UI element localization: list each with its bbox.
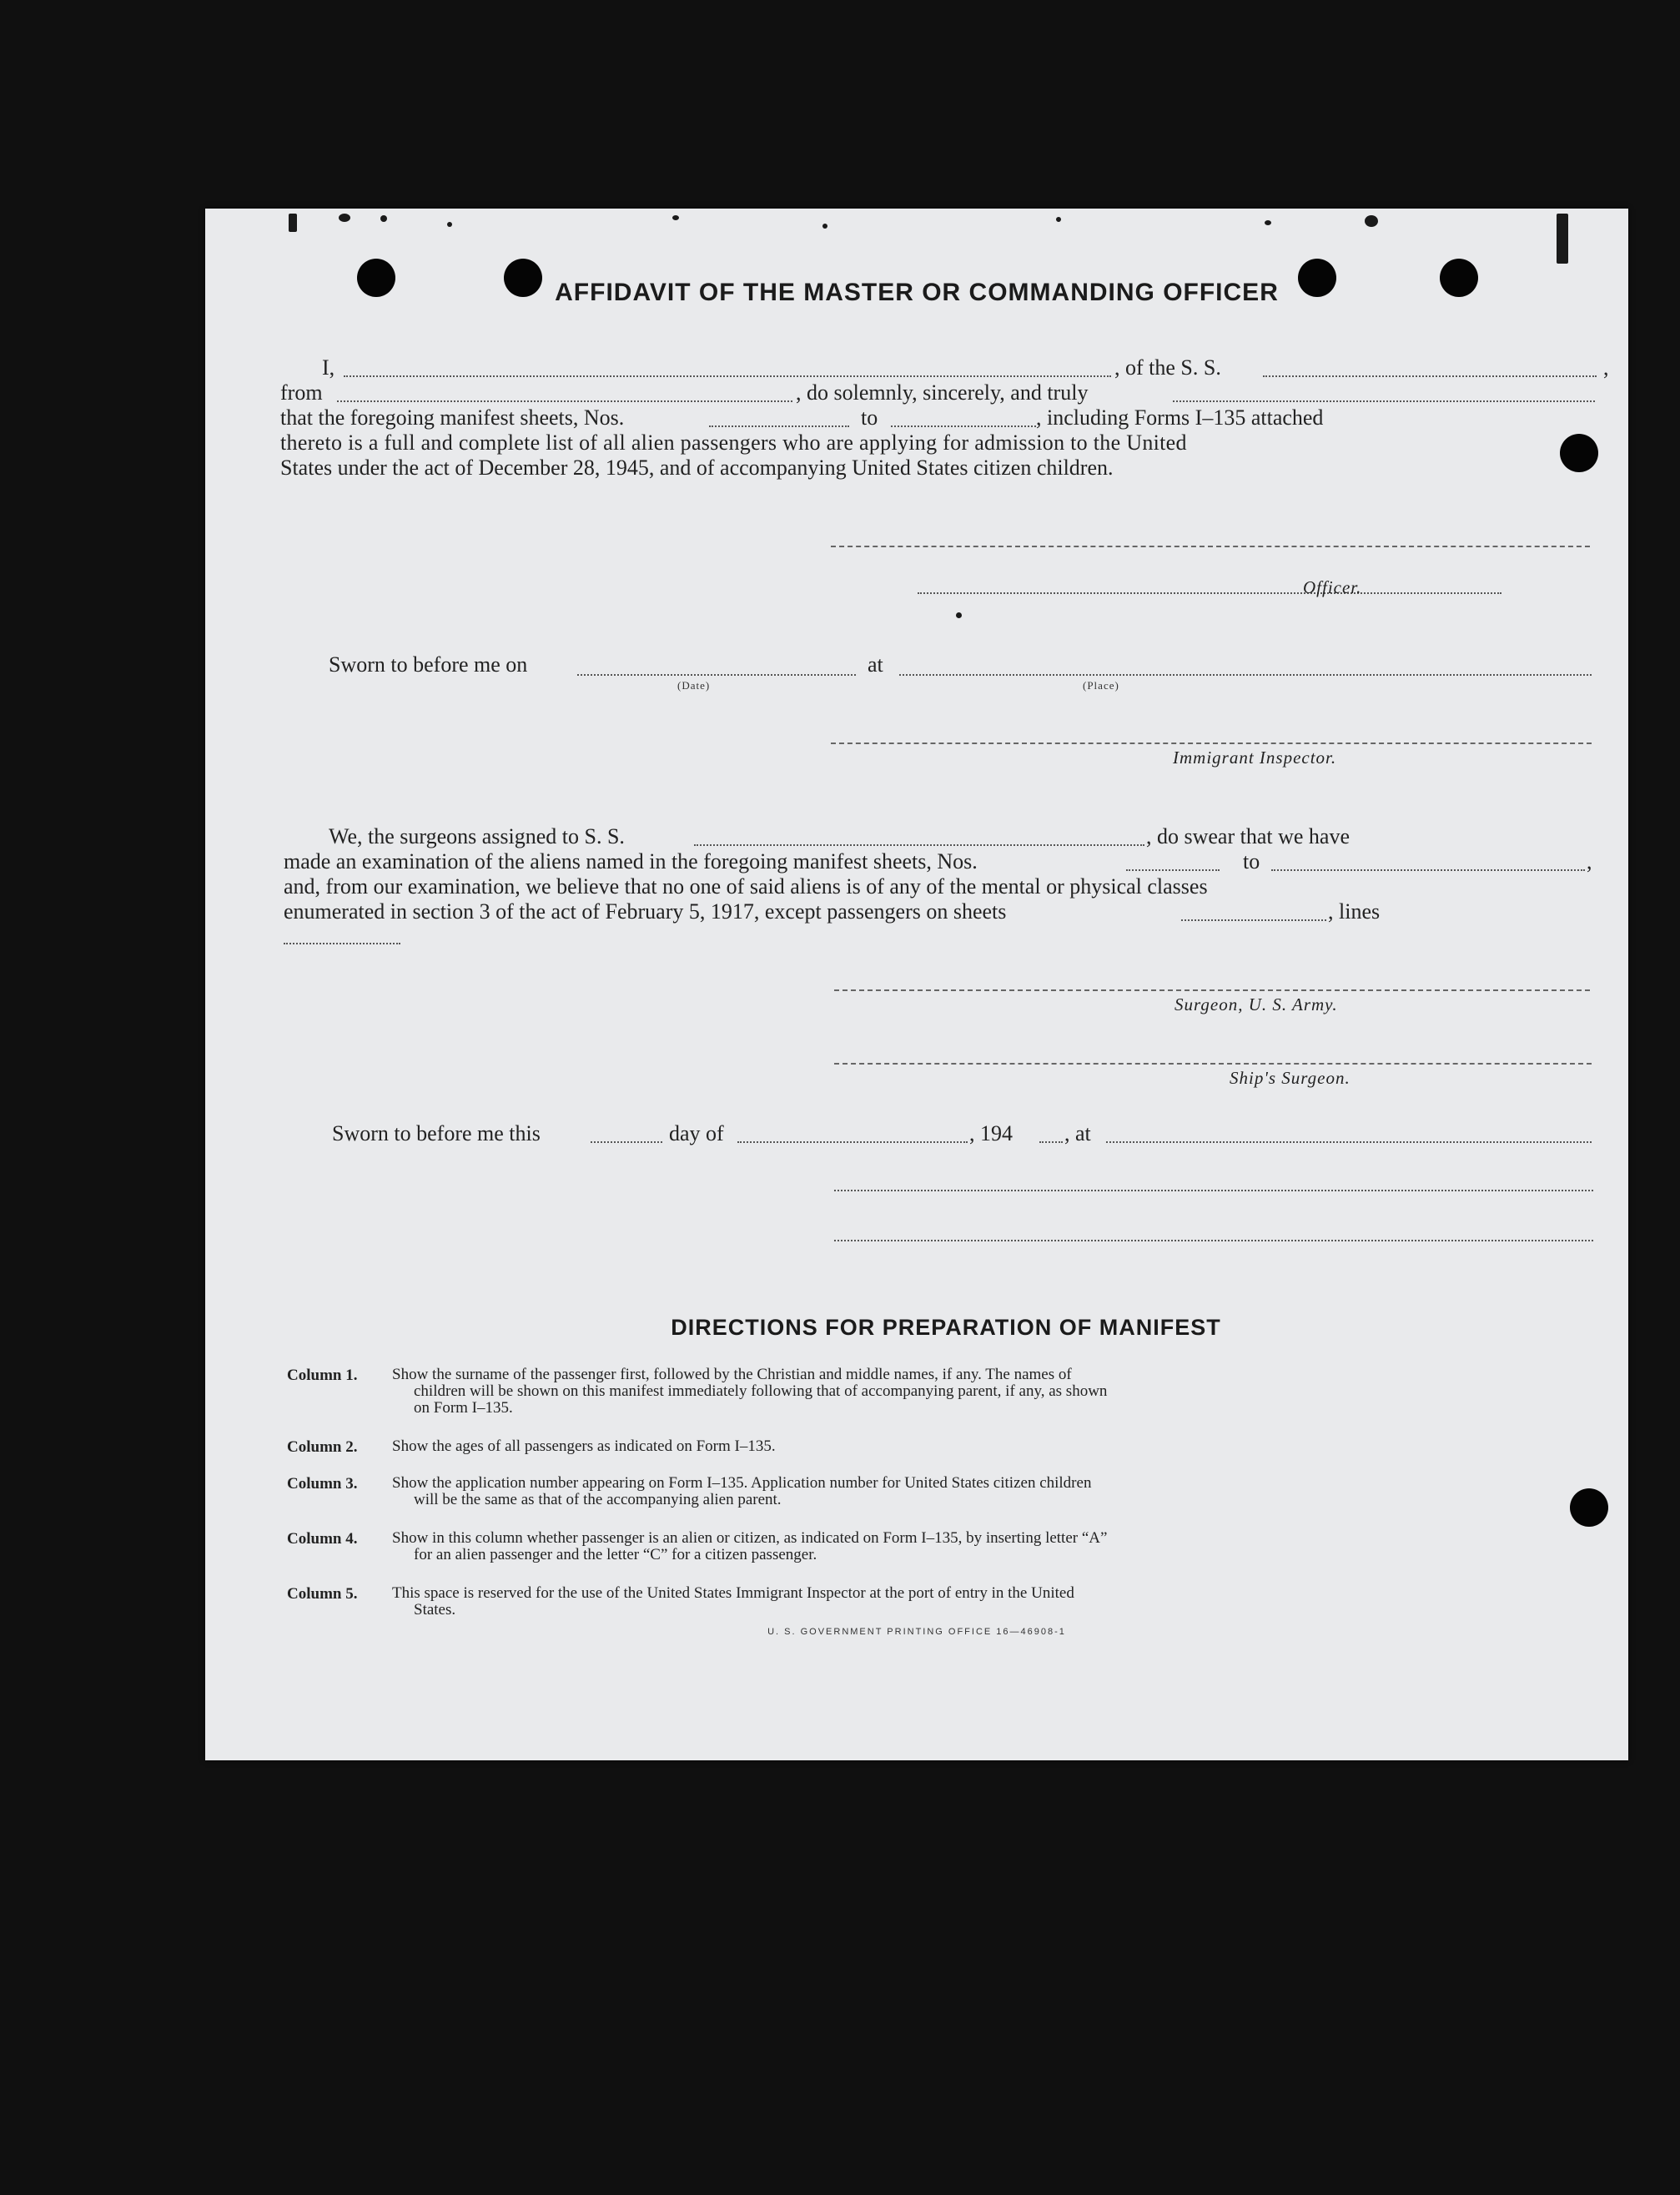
affidavit-comma: , — [1603, 355, 1609, 380]
surgeon-sheet-to-field[interactable] — [1271, 869, 1585, 871]
from-port-field[interactable] — [337, 400, 792, 402]
sworn-place-field[interactable] — [899, 674, 1592, 676]
sworn-date-field[interactable] — [577, 674, 856, 676]
master-name-field[interactable] — [344, 375, 1111, 377]
inspector-label: Immigrant Inspector. — [1173, 748, 1337, 768]
direction-1-line3: on Form I–135. — [414, 1399, 513, 1417]
ship-surgeon-label: Ship's Surgeon. — [1230, 1068, 1351, 1088]
direction-3-line1: Show the application number appearing on Form I–135. Application number for United States citizen children — [392, 1474, 1092, 1492]
sworn2-title-line[interactable] — [834, 1240, 1593, 1241]
paper-speck — [822, 224, 827, 229]
affidavit-to: to — [861, 405, 878, 430]
direction-column-5-text — [392, 1585, 1426, 1619]
place-caption: (Place) — [1083, 679, 1119, 692]
sheet-no-from-field[interactable] — [709, 425, 849, 427]
surgeon-ship-field[interactable] — [694, 844, 1144, 846]
direction-column-4-text — [392, 1530, 1426, 1563]
surgeon-sheet-from-field[interactable] — [1126, 869, 1220, 871]
surgeons-line2: made an examination of the aliens named in the foregoing manifest sheets, Nos. — [284, 849, 978, 873]
sworn2-day-field[interactable] — [591, 1141, 662, 1143]
paper-speck — [339, 214, 350, 222]
direction-1-line2: children will be shown on this manifest immediately following that of accompanying parent, if any, as shown — [414, 1382, 1108, 1400]
sworn2-month-field[interactable] — [737, 1141, 968, 1143]
paper-speck — [956, 612, 962, 618]
direction-2-line1: Show the ages of all passengers as indicated on Form I–135. — [392, 1437, 776, 1455]
paper-speck — [380, 215, 387, 222]
direction-3-line2: will be the same as that of the accompanying alien parent. — [414, 1491, 782, 1508]
printer-imprint: U. S. GOVERNMENT PRINTING OFFICE 16—46908-1 — [767, 1627, 1066, 1637]
form-sheet — [205, 209, 1628, 1760]
sworn2-day-of: day of — [669, 1121, 724, 1145]
sworn2-year: , 194 — [969, 1121, 1013, 1145]
affidavit-from: from — [280, 380, 323, 405]
affidavit-i: I, — [322, 355, 335, 380]
affidavit-line4: thereto is a full and complete list of all alien passengers who are applying for admission to the United — [280, 430, 1187, 455]
paper-speck — [447, 222, 452, 227]
direction-5-line2: States. — [414, 1601, 456, 1619]
except-sheets-field[interactable] — [1181, 919, 1326, 921]
direction-column-3-text — [392, 1475, 1426, 1508]
paper-speck — [1265, 220, 1271, 225]
direction-column-1-text — [392, 1367, 1426, 1417]
except-lines-field[interactable] — [284, 943, 400, 944]
affidavit-of-ss: , of the S. S. — [1114, 355, 1221, 380]
direction-4-line2: for an alien passenger and the letter “C” for a citizen passenger. — [414, 1546, 817, 1563]
paper-speck — [1056, 217, 1061, 222]
sworn2-place-field-line[interactable] — [1106, 1141, 1592, 1143]
oath-type-field[interactable] — [1173, 400, 1595, 402]
officer-title-field[interactable] — [918, 592, 1501, 594]
direction-column-2-text — [392, 1438, 1426, 1455]
sheet-no-to-field[interactable] — [891, 425, 1036, 427]
direction-column-1-label: Column 1. — [287, 1367, 358, 1384]
date-caption: (Date) — [677, 679, 711, 692]
sworn-at-label: at — [868, 652, 883, 677]
army-surgeon-signature-line[interactable] — [834, 989, 1590, 991]
direction-5-line1: This space is reserved for the use of the United States Immigrant Inspector at the port of entry in the United — [392, 1584, 1074, 1602]
ship-surgeon-signature-line[interactable] — [834, 1063, 1592, 1065]
affidavit-including: , including Forms I–135 attached — [1036, 405, 1324, 430]
affidavit-line5: States under the act of December 28, 1945, and of accompanying United States citizen children. — [280, 456, 1114, 480]
affidavit-title: AFFIDAVIT OF THE MASTER OR COMMANDING OFFICER — [555, 279, 1279, 306]
paper-speck — [1557, 214, 1568, 264]
surgeons-we: We, the surgeons assigned to S. S. — [329, 824, 625, 848]
direction-4-line1: Show in this column whether passenger is an alien or citizen, as indicated on Form I–135, by inserting letter “A” — [392, 1529, 1108, 1547]
affidavit-foregoing: that the foregoing manifest sheets, Nos. — [280, 405, 625, 430]
affidavit-solemnly: , do solemnly, sincerely, and truly — [796, 380, 1089, 405]
punch-hole — [1560, 434, 1598, 472]
direction-column-3-label: Column 3. — [287, 1475, 358, 1493]
direction-1-line1: Show the surname of the passenger first, followed by the Christian and middle names, if any. The names of — [392, 1366, 1072, 1383]
paper-speck — [289, 214, 297, 232]
surgeons-line4: enumerated in section 3 of the act of February 5, 1917, except passengers on sheets — [284, 899, 1007, 924]
sworn2-signature-line[interactable] — [834, 1190, 1593, 1191]
surgeons-swear: , do swear that we have — [1146, 824, 1351, 848]
master-signature-line[interactable] — [831, 546, 1590, 547]
surgeons-line3: and, from our examination, we believe that no one of said aliens is of any of the mental or physical classes — [284, 874, 1208, 899]
sworn2-year-field[interactable] — [1039, 1141, 1063, 1143]
directions-title: DIRECTIONS FOR PREPARATION OF MANIFEST — [671, 1315, 1221, 1340]
surgeons-lines: , lines — [1328, 899, 1381, 924]
surgeons-line2-end: , — [1587, 849, 1592, 873]
direction-column-4-label: Column 4. — [287, 1530, 358, 1548]
sworn-before-label: Sworn to before me on — [329, 652, 528, 677]
sworn2-label: Sworn to before me this — [332, 1121, 541, 1145]
punch-hole — [1570, 1488, 1608, 1527]
paper-speck — [672, 215, 679, 220]
sworn2-at: , at — [1064, 1121, 1091, 1145]
surgeons-to: to — [1243, 849, 1260, 873]
direction-column-2-label: Column 2. — [287, 1438, 358, 1456]
army-surgeon-label: Surgeon, U. S. Army. — [1174, 994, 1338, 1014]
inspector-signature-line[interactable] — [831, 743, 1592, 744]
officer-label: Officer. — [1303, 577, 1362, 597]
direction-column-5-label: Column 5. — [287, 1585, 358, 1603]
ship-name-field[interactable] — [1263, 375, 1597, 377]
paper-speck — [1365, 215, 1378, 227]
